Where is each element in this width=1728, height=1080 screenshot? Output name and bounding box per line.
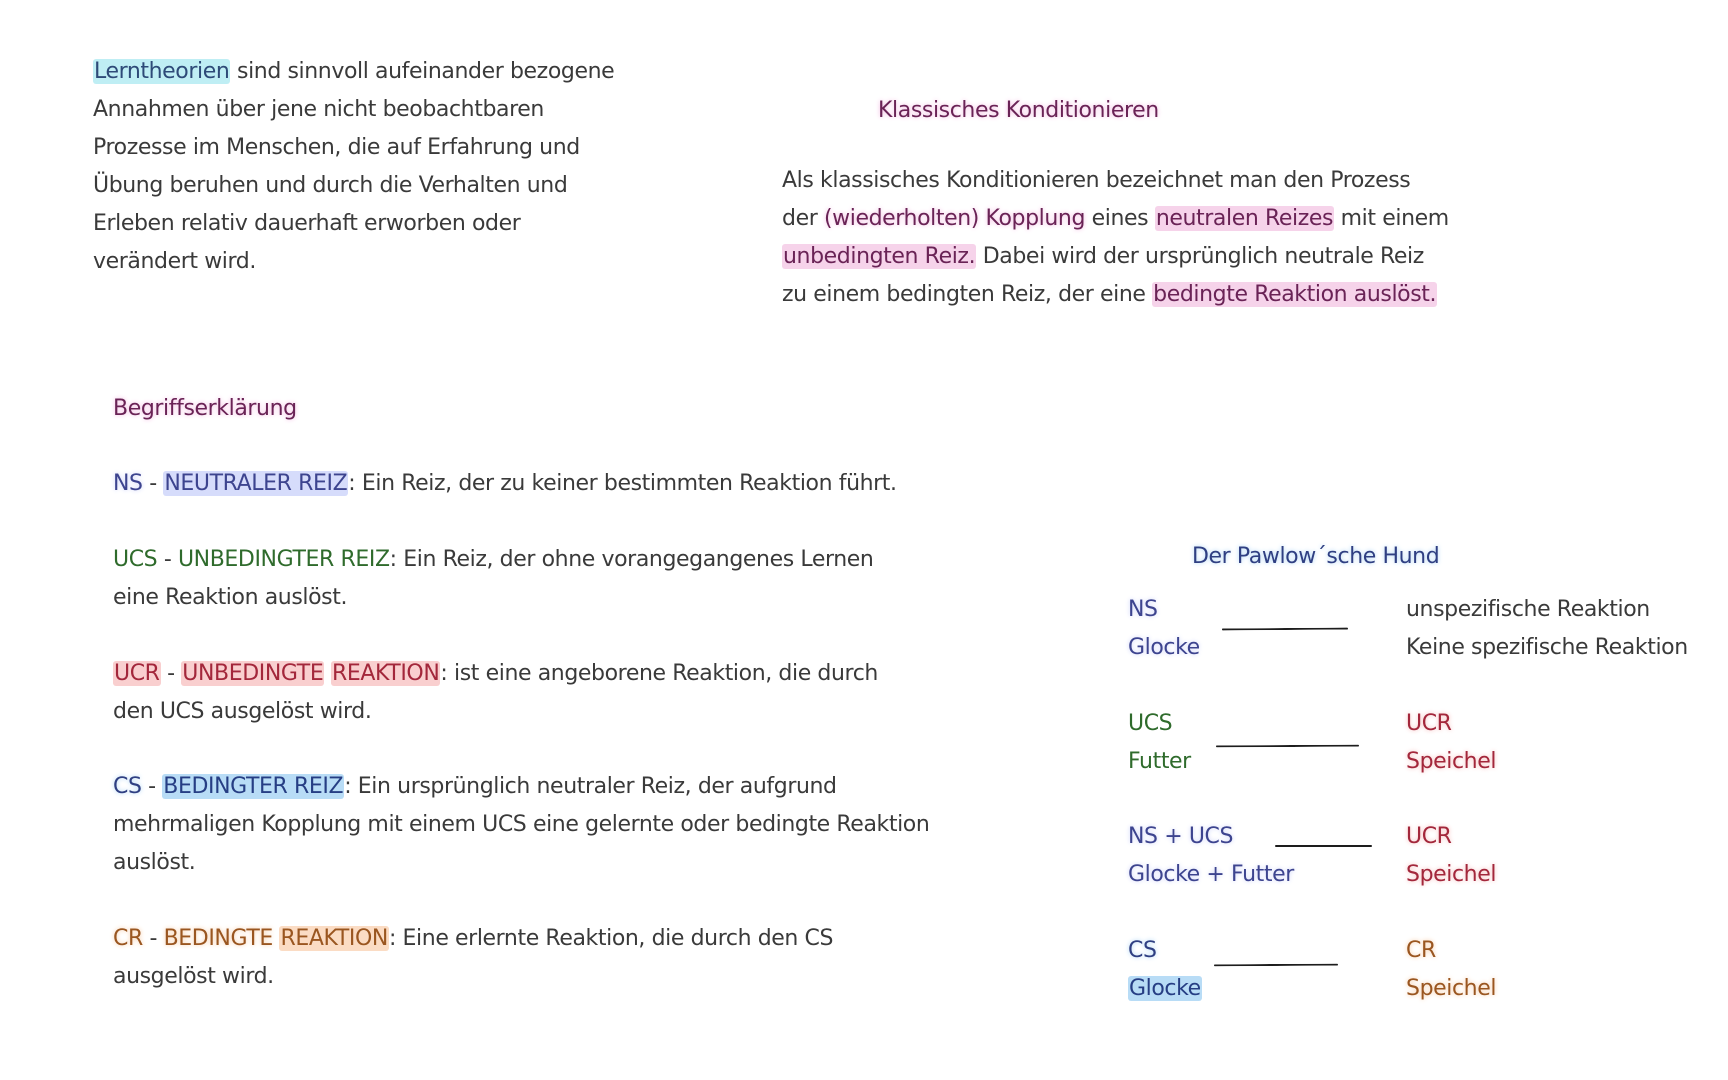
pawlow-row-4-right: CR Speichel <box>1406 938 1497 1001</box>
klassisch-definition <box>782 162 1449 314</box>
pawlow-row-2-line <box>1216 745 1359 748</box>
pawlow-row-3-left: NS + UCS Glocke + Futter <box>1128 824 1294 887</box>
abbr-cs: CS <box>113 774 142 799</box>
klassisch-line-3: unbedingten Reiz. Dabei wird der ursprünglich neutrale Reiz <box>783 244 1424 269</box>
begriffe-title: Begriffserklärung <box>113 396 297 421</box>
pawlow-row-4-line <box>1214 964 1338 967</box>
intro-definition <box>93 53 614 281</box>
term-cs: CS - BEDINGTER REIZ: Ein ursprünglich neutraler Reiz, der aufgrund mehrmaligen Kopplung mit einem UCS eine gelernte oder bedingte Reaktion auslöst. <box>113 774 930 875</box>
name-bedingte: BEDINGTE <box>163 926 273 951</box>
term-cr: CR - BEDINGTE REAKTION: Eine erlernte Reaktion, die durch den CS ausgelöst wird. <box>113 926 834 989</box>
intro-line-6: verändert wird. <box>93 249 256 274</box>
term-ucs: UCS - UNBEDINGTER REIZ: Ein Reiz, der ohne vorangegangenes Lernen eine Reaktion auslöst. <box>113 547 874 610</box>
name-neutraler-reiz: NEUTRALER REIZ <box>164 471 348 496</box>
pawlow-row-1-left: NS Glocke <box>1128 597 1200 660</box>
abbr-ucs: UCS <box>113 547 158 572</box>
pawlow-row-1-right: unspezifische Reaktion Keine spezifische Reaktion <box>1406 597 1688 660</box>
intro-line-1: Lerntheorien sind sinnvoll aufeinander bezogene <box>94 59 615 84</box>
klassisch-line-1: Als klassisches Konditionieren bezeichnet man den Prozess <box>782 168 1411 193</box>
klassisch-line-4: zu einem bedingten Reiz, der eine bedingte Reaktion auslöst. <box>782 282 1437 307</box>
name-reaktion: REAKTION <box>331 661 440 686</box>
intro-line-4: Übung beruhen und durch die Verhalten und <box>93 173 568 198</box>
term-lerntheorien: Lerntheorien <box>94 59 230 84</box>
pawlow-row-4-left: CS Glocke <box>1128 938 1201 1001</box>
klassisch-line-2: der (wiederholten) Kopplung eines neutralen Reizes mit einem <box>782 206 1449 231</box>
abbr-ucr: UCR <box>114 661 160 686</box>
klassisch-title: Klassisches Konditionieren <box>878 98 1159 123</box>
term-ucr: UCR - UNBEDINGTE REAKTION: ist eine angeborene Reaktion, die durch den UCS ausgelöst wird. <box>113 661 878 724</box>
abbr-ns: NS <box>113 471 143 496</box>
term-ns: NS - NEUTRALER REIZ: Ein Reiz, der zu keiner bestimmten Reaktion führt. <box>113 471 897 496</box>
intro-line-5: Erleben relativ dauerhaft erworben oder <box>93 211 521 236</box>
pawlow-row-3-right: UCR Speichel <box>1406 824 1497 887</box>
name-reaktion-cr: REAKTION <box>280 926 388 951</box>
name-unbedingte: UNBEDINGTE <box>182 661 324 686</box>
pawlow-row-3-line <box>1275 845 1372 847</box>
intro-line-3: Prozesse im Menschen, die auf Erfahrung und <box>93 135 580 160</box>
name-bedingter-reiz: BEDINGTER REIZ <box>163 774 344 799</box>
abbr-cr: CR <box>113 926 143 951</box>
intro-line-2: Annahmen über jene nicht beobachtbaren <box>93 97 544 122</box>
pawlow-row-1-line <box>1222 628 1348 631</box>
pawlow-row-2-left: UCS Futter <box>1128 711 1191 774</box>
pawlow-title: Der Pawlow´sche Hund <box>1192 544 1440 569</box>
name-unbedingter-reiz: UNBEDINGTER REIZ <box>177 547 390 572</box>
pawlow-row-2-right: UCR Speichel <box>1406 711 1497 774</box>
